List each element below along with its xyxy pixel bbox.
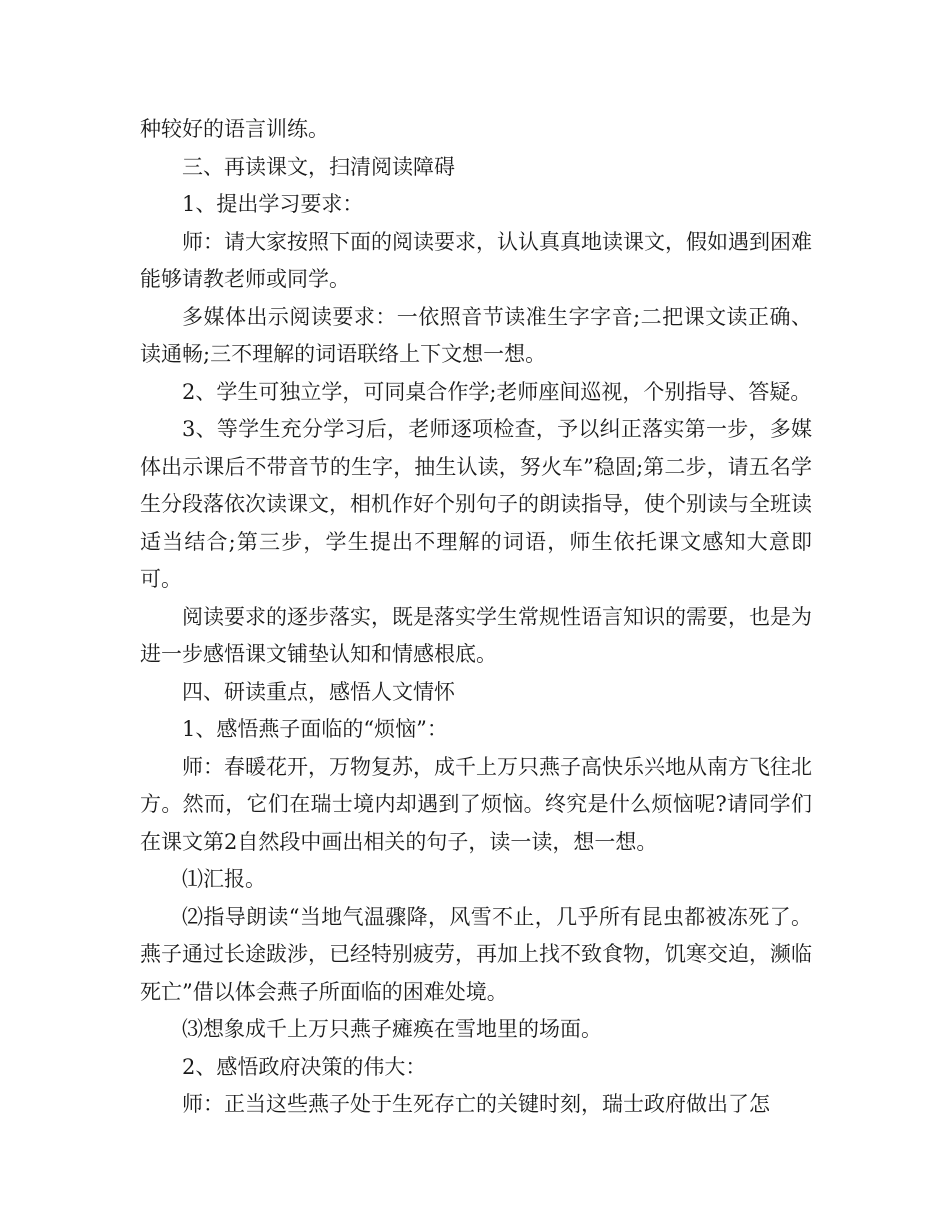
paragraph: 师：正当这些燕子处于生死存亡的关键时刻，瑞士政府做出了怎 xyxy=(182,1092,770,1116)
paragraph: 1、感悟燕子面临的“烦恼”： xyxy=(182,717,448,741)
paragraph: 阅读要求的逐步落实，既是落实学生常规性语言知识的需要，也是为进一步感悟课文铺垫认知和情感根底。 xyxy=(140,604,812,666)
section-heading: 四、研读重点，感悟人文情怀 xyxy=(182,679,455,704)
paragraph: 3、等学生充分学习后，老师逐项检查，予以纠正落实第一步，多媒体出示课后不带音节的生字，抽生认读，努火车”稳固;第二步，请五名学生分段落依次读课文，相机作好个别句子的朗读指导，使个别读与全班读适当结合;第三步，学生提出不理解的词语，师生依托课文感知大意即可。 xyxy=(140,417,812,591)
list-item: ⑵指导朗读“当地气温骤降，风雪不止，几乎所有昆虫都被冻死了。燕子通过长途跋涉，已经特别疲劳，再加上找不致食物，饥寒交迫，濒临死亡”借以体会燕子所面临的困难处境。 xyxy=(140,904,812,1004)
document-body xyxy=(140,111,812,1124)
list-item: ⑶想象成千上万只燕子瘫痪在雪地里的场面。 xyxy=(182,1017,602,1041)
paragraph: 种较好的语言训练。 xyxy=(140,117,329,141)
paragraph: 2、学生可独立学，可同桌合作学;老师座间巡视，个别指导、答疑。 xyxy=(182,379,812,404)
paragraph: 多媒体出示阅读要求：一依照音节读准生字字音;二把课文读正确、读通畅;三不理解的词语联络上下文想一想。 xyxy=(140,304,812,366)
paragraph: 1、提出学习要求： xyxy=(182,192,364,216)
paragraph: 2、感悟政府决策的伟大： xyxy=(182,1054,427,1079)
list-item: ⑴汇报。 xyxy=(182,867,266,891)
paragraph: 师：请大家按照下面的阅读要求，认认真真地读课文，假如遇到困难能够请教老师或同学。 xyxy=(140,229,812,291)
paragraph: 师：春暖花开，万物复苏，成千上万只燕子高快乐兴地从南方飞往北方。然而，它们在瑞士境内却遇到了烦恼。终究是什么烦恼呢?请同学们在课文第2自然段中画出相关的句子，读一读，想一想。 xyxy=(140,754,812,854)
section-heading: 三、再读课文，扫清阅读障碍 xyxy=(182,154,455,179)
